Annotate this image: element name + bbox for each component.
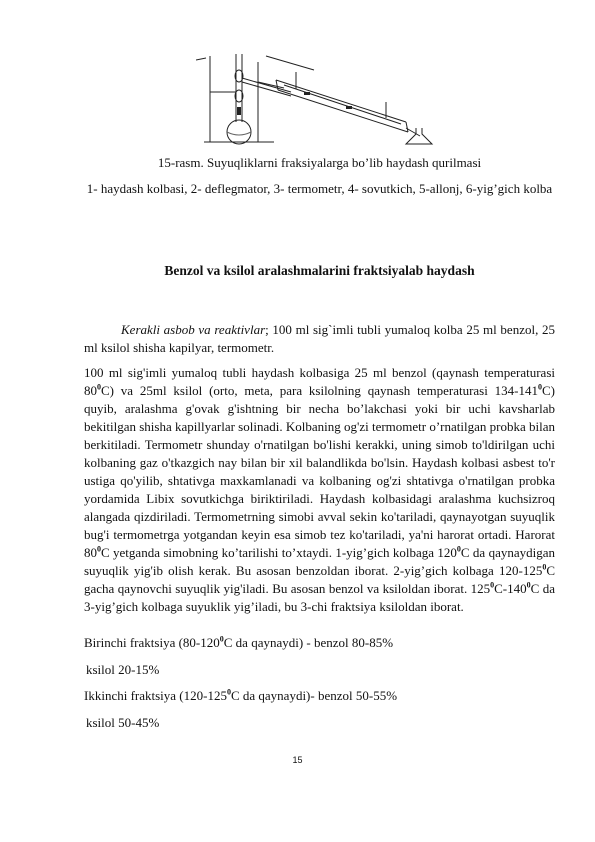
reagents-text: ; 100 ml sig`imli tubli yumaloq kolba 25 ml benzol, 25 ml ksilol shisha kapilyar, termometr. xyxy=(84,322,556,355)
reagents-label: Kerakli asbob va reaktivlar xyxy=(121,322,266,337)
degree-superscript: 0 xyxy=(456,544,461,554)
fraction-text: C da qaynaydi)- benzol 50-55% xyxy=(230,688,398,703)
fraction-1-line xyxy=(84,634,555,652)
degree-superscript: 0 xyxy=(226,687,231,697)
fraction-text: C da qaynaydi) - benzol 80-85% xyxy=(223,635,394,650)
procedure-paragraph xyxy=(84,364,555,616)
fraction-text: Birinchi fraktsiya (80-120 xyxy=(84,635,220,650)
section-heading: Benzol va ksilol aralashmalarini fraktsiyalab haydash xyxy=(164,263,475,278)
procedure-text: C-140 xyxy=(494,581,527,596)
degree-superscript: 0 xyxy=(538,382,542,392)
procedure-text: C da qaynaydigan suyuqlik yig'ib olish kerak. Bu asosan benzoldan iborat. 2-yig’gich kolbaga 120-125 xyxy=(84,545,555,578)
reagents-paragraph xyxy=(84,321,555,357)
degree-superscript: 0 xyxy=(97,382,101,392)
degree-superscript: 0 xyxy=(97,544,101,554)
procedure-text: C) va 25ml ksilol (orto, meta, para ksilolning qaynash temperaturasi 134-141 xyxy=(101,383,538,398)
degree-superscript: 0 xyxy=(490,580,495,590)
fraction-2-xylene-line: ksilol 50-45% xyxy=(86,715,160,730)
degree-superscript: 0 xyxy=(219,634,224,644)
degree-superscript: 0 xyxy=(542,562,547,572)
degree-superscript: 0 xyxy=(526,580,531,590)
procedure-text: C yetganda simobning ko’tarilishi to’xtaydi. 1-yig’gich kolbaga 120 xyxy=(101,545,457,560)
fraction-text: Ikkinchi fraktsiya (120-125 xyxy=(84,688,227,703)
figure-caption: 15-rasm. Suyuqliklarni fraksiyalarga bo’lib haydash qurilmasi xyxy=(157,155,482,170)
figure-legend: 1- haydash kolbasi, 2- deflegmator, 3- termometr, 4- sovutkich, 5-allonj, 6-yig’gich kolba xyxy=(86,181,553,196)
fraction-2-line xyxy=(84,687,555,705)
procedure-text: C gacha qaynovchi suyuqlik yig'iladi. Bu asosan benzol va ksiloldan iborat. 125 xyxy=(84,563,555,596)
page-number: 15 xyxy=(292,755,303,765)
distillation-apparatus-figure xyxy=(196,52,446,148)
procedure-text: C) quyib, aralashma g'ovak g'ishtning bir necha bo’lakchasi yoki bir uchi kavsharlab bekitilgan shisha kapillyarlar solinadi. Kolbaning og'zi termometr o’rnatilgan probka bilan berkitiladi. Termometr shunday o'rnatilgan bo'lishi kerakki, uning simob to'ldirilgan uchi kolbaning gaz o'tkazgich nay bilan bir xil balandlikda bo'lsin. Haydash kolbasi asbest to'r ustiga qo'yilib, shtativga maxkamlanadi va kolbaning og'zi shtativga o'rnatilgan probka yordamida Libix sovutkichga biriktiriladi. Haydash kolbasidagi aralashma kuchsizroq alangada qizdiriladi. Termometrning simobi avval sekin ko'tariladi, qaynayotgan suyuqlik bug'i termometrga yotgandan keyin esa simob tez ko'tariladi, ya'ni harorat ortadi. Harorat 80 xyxy=(84,383,555,560)
procedure-text: 100 ml sig'imli yumaloq tubli haydash kolbasiga 25 ml benzol (qaynash temperaturasi 80 xyxy=(84,365,555,398)
procedure-text: C da 3-yig’gich kolbaga suyuklik yig’iladi, bu 3-chi fraktsiya ksiloldan iborat. xyxy=(84,581,555,614)
fraction-1-xylene-line: ksilol 20-15% xyxy=(86,662,160,677)
